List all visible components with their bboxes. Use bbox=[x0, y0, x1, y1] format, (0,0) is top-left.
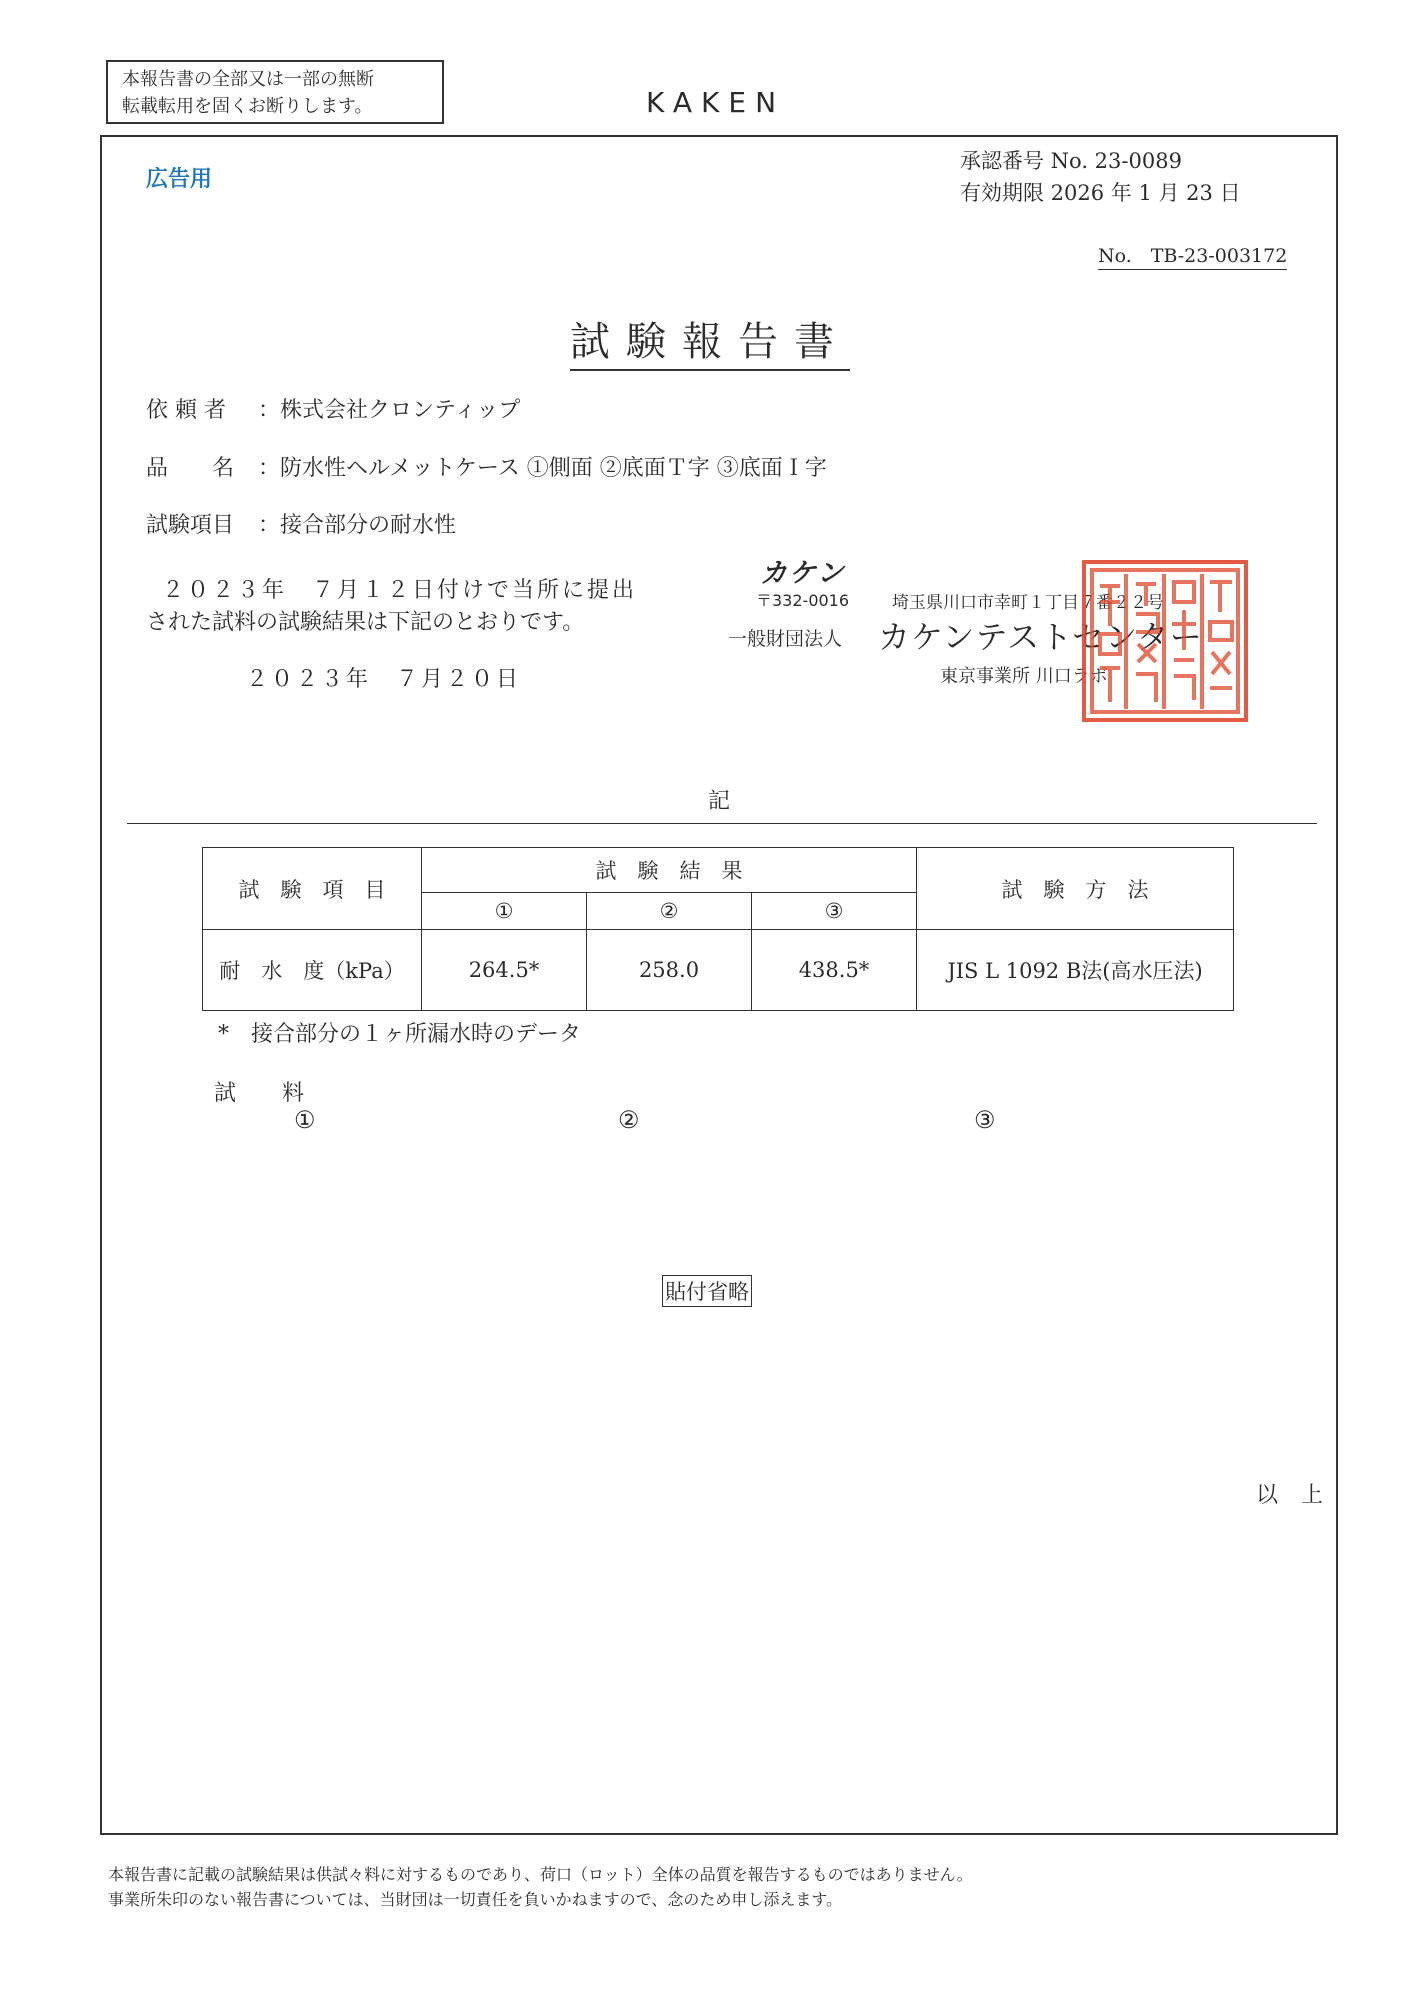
subheader-sample-3: ③ bbox=[752, 893, 917, 930]
official-seal-stamp bbox=[1082, 560, 1248, 722]
client-value: ：株式会社クロンティップ bbox=[258, 398, 521, 423]
table-footnote: * 接合部分の１ヶ所漏水時のデータ bbox=[218, 1022, 582, 1047]
product-value: ：防水性ヘルメットケース ①側面 ②底面Ｔ字 ③底面Ｉ字 bbox=[258, 456, 827, 481]
issuer-name: カケンテストセンター bbox=[878, 618, 1203, 656]
test-item-label: 試験項目 bbox=[146, 513, 235, 538]
record-heading: 記 bbox=[708, 789, 731, 814]
submission-line2: された試料の試験結果は下記のとおりです。 bbox=[146, 610, 585, 635]
sample-marker-1: ① bbox=[294, 1106, 316, 1134]
reprint-notice-line2: 転載転用を固くお断りします。 bbox=[122, 96, 373, 117]
issuer-address: 埼玉県川口市幸町１丁目７番２２号 bbox=[892, 593, 1164, 613]
corporation-type: 一般財団法人 bbox=[728, 628, 843, 650]
report-date: ２０２３年 ７月２０日 bbox=[246, 667, 522, 692]
attachment-omitted-stamp: 貼付省略 bbox=[662, 1275, 752, 1307]
samples-label: 試 料 bbox=[214, 1081, 317, 1106]
sample-marker-3: ③ bbox=[974, 1106, 996, 1134]
test-method-value: JIS L 1092 B法(高水圧法) bbox=[917, 930, 1234, 1011]
end-mark: 以 上 bbox=[1256, 1483, 1331, 1508]
row-label-water-resistance: 耐 水 度（kPa） bbox=[203, 930, 422, 1011]
page-title: 試験報告書 bbox=[570, 310, 850, 371]
report-number: No. TB-23-003172 bbox=[1098, 241, 1287, 270]
approval-block bbox=[960, 145, 1241, 209]
brand-logo: KAKEN bbox=[646, 86, 786, 119]
results-table bbox=[202, 847, 1234, 1011]
test-item-value: ：接合部分の耐水性 bbox=[258, 513, 457, 538]
header-test-method: 試 験 方 法 bbox=[917, 848, 1234, 930]
postal-code: 〒332-0016 bbox=[756, 591, 850, 610]
subheader-sample-1: ① bbox=[422, 893, 587, 930]
submission-line1: ２０２３年 ７月１２日付けで当所に提出 bbox=[162, 578, 638, 603]
product-label: 品 名 bbox=[146, 456, 235, 481]
value-sample-1: 264.5* bbox=[422, 930, 587, 1011]
header-test-item: 試 験 項 目 bbox=[203, 848, 422, 930]
issuer-office: 東京事業所 川口ラボ bbox=[940, 666, 1108, 687]
footer-disclaimer bbox=[108, 1862, 973, 1912]
kaken-katakana-logo: カケン bbox=[760, 558, 846, 589]
horizontal-divider bbox=[127, 823, 1317, 824]
value-sample-3: 438.5* bbox=[752, 930, 917, 1011]
value-sample-2: 258.0 bbox=[587, 930, 752, 1011]
reprint-notice-box bbox=[106, 60, 444, 124]
advertising-use-label: 広告用 bbox=[146, 167, 213, 192]
client-label: 依 頼 者 bbox=[146, 398, 226, 423]
submission-statement bbox=[146, 575, 637, 639]
seal-pattern-icon bbox=[1086, 564, 1244, 718]
reprint-notice-line1: 本報告書の全部又は一部の無断 bbox=[122, 69, 374, 90]
approval-number: 承認番号 No. 23-0089 bbox=[960, 149, 1182, 173]
table-row bbox=[203, 930, 1234, 1011]
sample-marker-2: ② bbox=[618, 1106, 640, 1134]
header-test-results: 試 験 結 果 bbox=[422, 848, 917, 893]
table-header-row bbox=[203, 848, 1234, 893]
approval-validity: 有効期限 2026 年 1 月 23 日 bbox=[960, 181, 1241, 205]
subheader-sample-2: ② bbox=[587, 893, 752, 930]
disclaimer-line1: 本報告書に記載の試験結果は供試々料に対するものであり、荷口（ロット）全体の品質を報告するものではありません。 bbox=[108, 1865, 973, 1884]
disclaimer-line2: 事業所朱印のない報告書については、当財団は一切責任を負いかねますので、念のため申し添えます。 bbox=[108, 1890, 843, 1909]
